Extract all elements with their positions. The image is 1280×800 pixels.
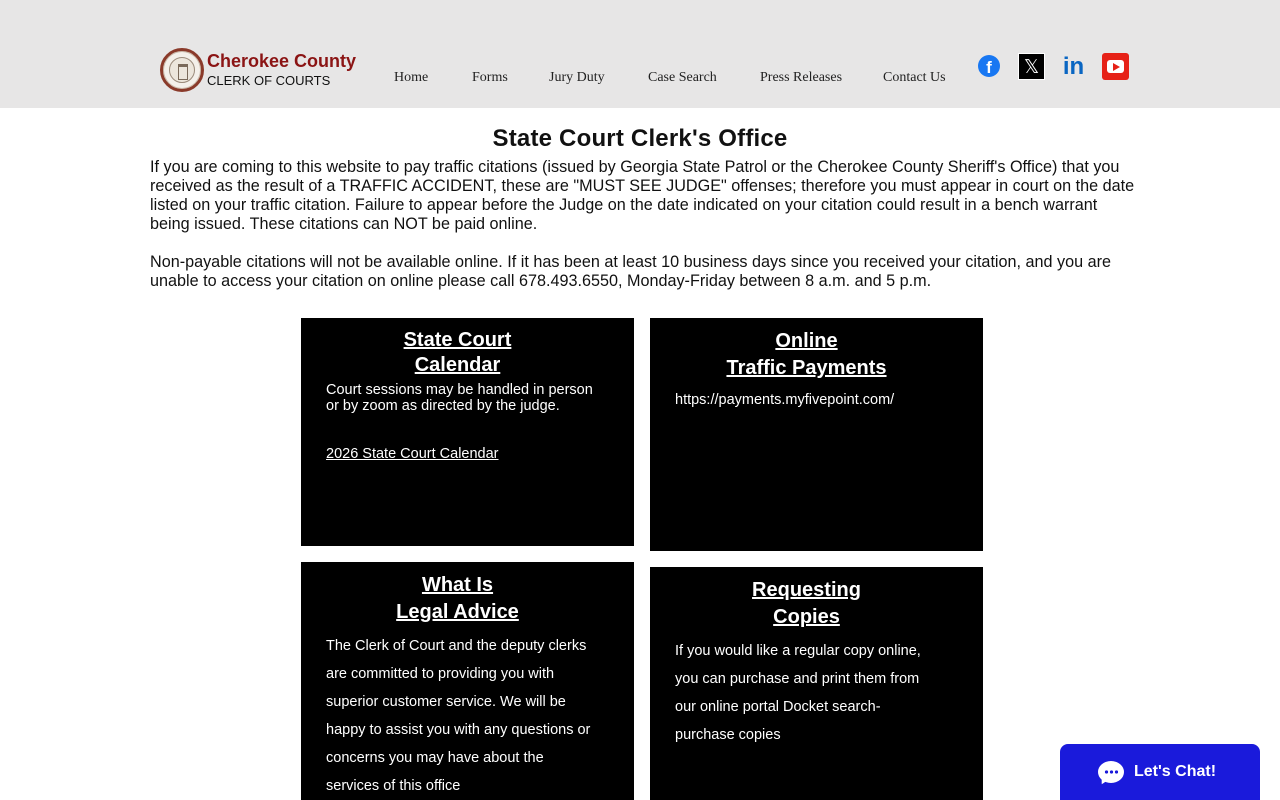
county-seal-logo[interactable] <box>160 48 204 92</box>
linkedin-icon[interactable]: in <box>1062 53 1085 80</box>
card-title-line2[interactable]: Copies <box>773 606 840 628</box>
youtube-icon[interactable] <box>1102 53 1129 80</box>
card-title-line2[interactable]: Legal Advice <box>396 601 519 623</box>
nav-home[interactable]: Home <box>394 70 429 85</box>
card-title-line1[interactable]: What Is <box>421 574 494 596</box>
traffic-citation-notice: If you are coming to this website to pay traffic citations (issued by Georgia State Patrol or the Cherokee County Sheriff's Office) that you received as the result of a TRAFFIC ACCIDENT, these are "MUST SEE JUDGE" offenses; therefore you must appear in court on the date listed on your traffic citation. Failure to appear before the Judge on the date indicated on your citation could result in a bench warrant being issued. These citations can NOT be paid online. <box>150 158 1135 233</box>
facebook-icon[interactable]: f <box>978 55 1000 77</box>
brand-subtitle[interactable]: CLERK OF COURTS <box>207 73 331 88</box>
seal-emblem-icon <box>169 57 195 83</box>
nav-contact-us[interactable]: Contact Us <box>883 70 946 85</box>
nav-forms[interactable]: Forms <box>472 70 508 85</box>
x-icon[interactable]: 𝕏 <box>1018 53 1045 80</box>
chat-label: Let's Chat! <box>1134 763 1217 780</box>
legal-advice-card <box>301 562 634 800</box>
chat-bubble-icon <box>1098 761 1124 783</box>
page-title: State Court Clerk's Office <box>492 125 788 152</box>
card-title-line1[interactable]: State Court <box>403 329 512 351</box>
brand-name[interactable]: Cherokee County <box>207 51 357 71</box>
state-court-calendar-card <box>301 318 634 546</box>
card-title-line1[interactable]: Requesting <box>752 579 861 601</box>
card-text: If you would like a regular copy online, you can purchase and print them from our online portal Docket search-purchase copies <box>675 643 921 743</box>
card-title-line2[interactable]: Calendar <box>414 354 501 376</box>
card-text: Court sessions may be handled in person or by zoom as directed by the judge. <box>326 382 593 414</box>
state-court-calendar-link[interactable]: 2026 State Court Calendar <box>326 446 499 462</box>
lets-chat-button[interactable] <box>1060 744 1260 800</box>
nav-case-search[interactable]: Case Search <box>648 70 717 85</box>
card-text: The Clerk of Court and the deputy clerks are committed to providing you with superior customer service. We will be happy to assist you with any questions or concerns you may have about the services of this office <box>326 638 591 794</box>
payments-url-link[interactable]: https://payments.myfivepoint.com/ <box>675 392 895 408</box>
online-traffic-payments-card <box>650 318 983 551</box>
non-payable-notice: Non-payable citations will not be available online. If it has been at least 10 business days since you received your citation, and you are unable to access your citation on online please call 678.493.6550, Monday-Friday between 8 a.m. and 5 p.m. <box>150 253 1112 290</box>
nav-jury-duty[interactable]: Jury Duty <box>549 70 605 85</box>
requesting-copies-card <box>650 567 983 800</box>
card-title-line1[interactable]: Online <box>775 330 838 352</box>
nav-press-releases[interactable]: Press Releases <box>760 70 843 85</box>
card-title-line2[interactable]: Traffic Payments <box>726 357 887 379</box>
